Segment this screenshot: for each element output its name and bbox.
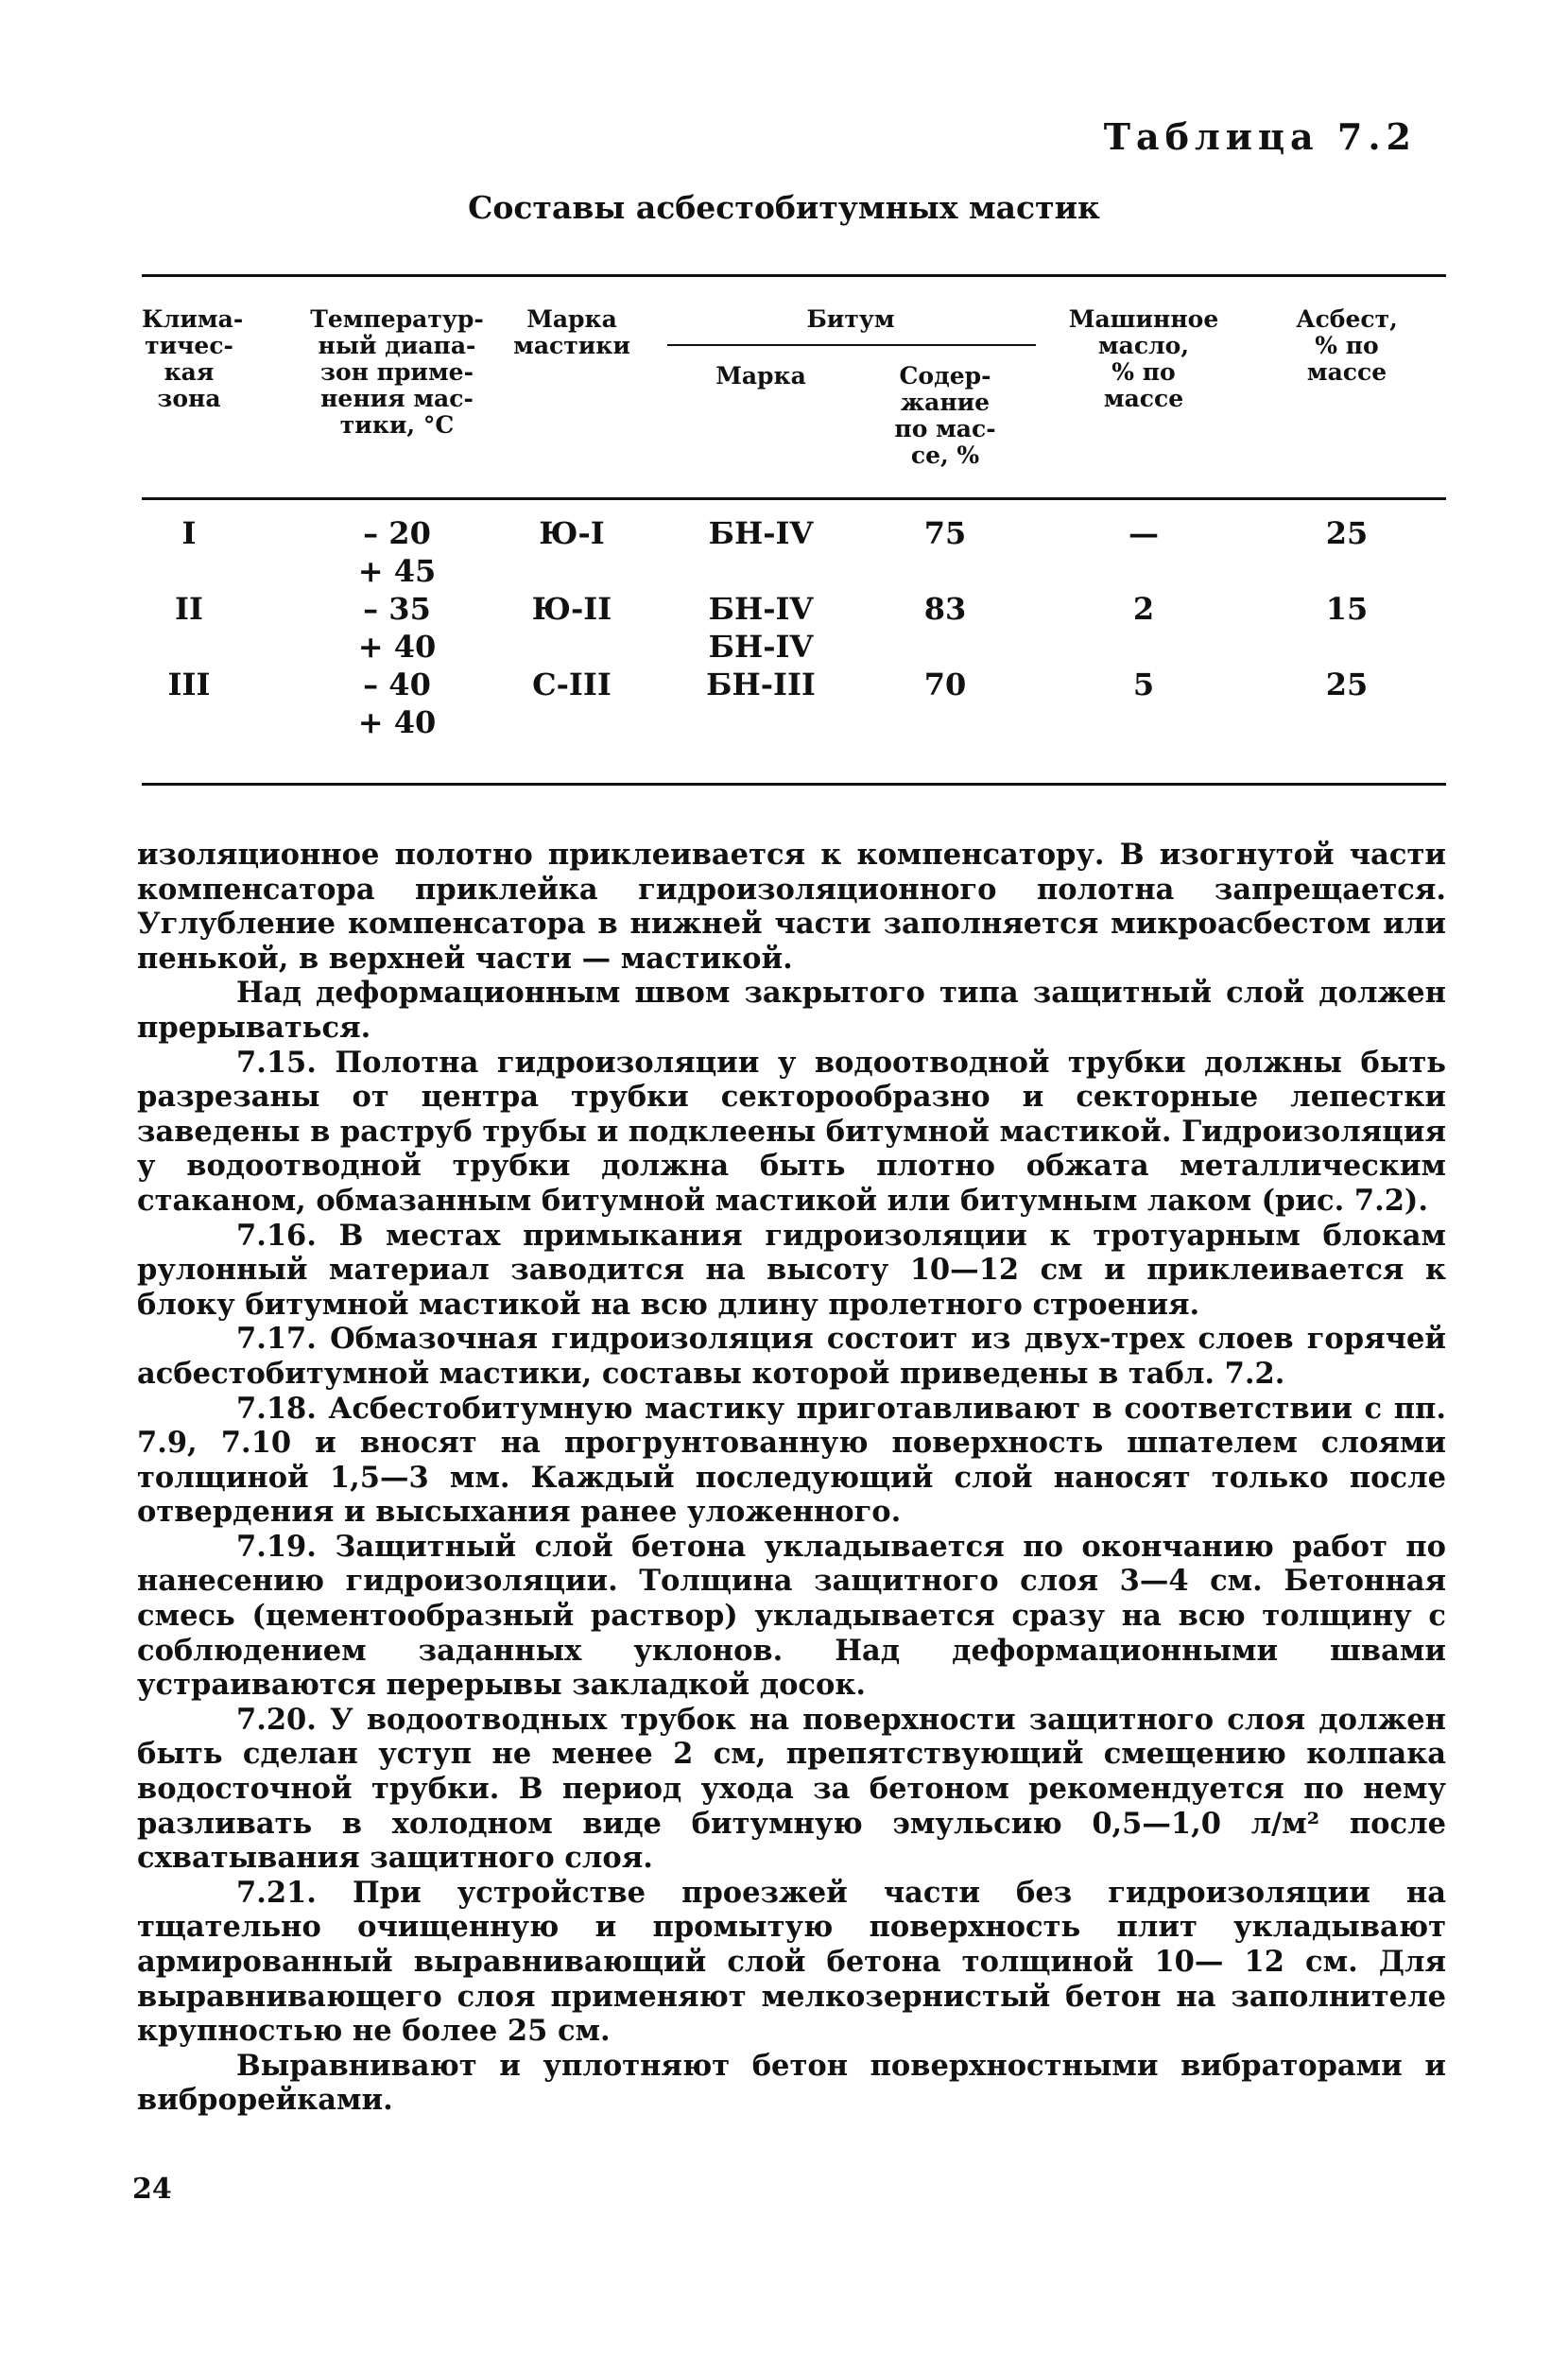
- paragraph: Над деформационным швом закрытого типа защитный слой должен прерываться.: [137, 976, 1446, 1045]
- header-mastic-grade: Марка мастики: [513, 305, 630, 359]
- header-climatic-zone: Клима- тичес- кая зона: [142, 305, 244, 412]
- paragraph: Выравнивают и уплотняют бетон поверхностными вибраторами и виброрейками.: [137, 2048, 1446, 2118]
- table-title: Составы асбестобитумных мастик: [468, 189, 1100, 226]
- paragraph-7-17: 7.17. Обмазочная гидроизоляция состоит из двух-трех слоев горячей асбестобитумной мастики, составы которой приведены в табл. 7.2.: [137, 1322, 1446, 1391]
- cell-oil: 5: [1132, 667, 1155, 702]
- cell-zone: I: [181, 515, 197, 551]
- paragraph-7-21: 7.21. При устройстве проезжей части без гидроизоляции на тщательно очищенную и промытую поверхность плит укладывают армированный выравнивающий слой бетона толщиной 10— 12 см. Для выравнивающего слоя применяют мелкозернистый бетон на заполнителе крупностью не более 25 см.: [137, 1875, 1446, 2049]
- cell-zone: III: [167, 667, 211, 702]
- cell-mastic: С-III: [532, 667, 612, 702]
- cell-asbestos: 15: [1325, 591, 1369, 627]
- bitumen-sub-rule: [667, 344, 1036, 346]
- paragraph-7-20: 7.20. У водоотводных трубок на поверхности защитного слоя должен быть сделан уступ не менее 2 см, препятствующий смещению колпака водосточной трубки. В период ухода за бетоном рекомендуется по нему разливать в холодном виде битумную эмульсию 0,5—1,0 л/м² после схватывания защитного слоя.: [137, 1702, 1446, 1876]
- cell-temp: – 35 + 40: [357, 591, 437, 665]
- cell-oil: —: [1129, 515, 1159, 551]
- header-asbestos: Асбест, % по массе: [1296, 305, 1398, 386]
- cell-bitumen-grade: БН-IV БН-IV: [708, 591, 814, 665]
- header-bottom-rule: [142, 497, 1446, 500]
- cell-temp: – 40 + 40: [357, 667, 437, 740]
- cell-oil: 2: [1132, 591, 1155, 627]
- header-bitumen-content: Содер- жание по мас- се, %: [894, 362, 996, 469]
- header-temperature-range: Температур- ный диапа- зон приме- нения мас- тики, °С: [310, 305, 484, 439]
- cell-bitumen-content: 70: [923, 667, 967, 702]
- paragraph: изоляционное полотно приклеивается к компенсатору. В изогнутой части компенсатора приклейка гидроизоляционного полотна запрещается. Углубление компенсатора в нижней части заполняется микроасбестом или пенькой, в верхней части — мастикой.: [137, 838, 1446, 976]
- paragraph-7-19: 7.19. Защитный слой бетона укладывается по окончанию работ по нанесению гидроизоляции. Толщина защитного слоя 3—4 см. Бетонная смесь (цементообразный раствор) укладывается сразу на всю толщину с соблюдением заданных уклонов. Над деформационными швами устраиваются перерывы закладкой досок.: [137, 1529, 1446, 1703]
- paragraph-7-15: 7.15. Полотна гидроизоляции у водоотводной трубки должны быть разрезаны от центра трубки секторообразно и секторные лепестки заведены в раструб трубы и подклеены битумной мастикой. Гидроизоляция у водоотводной трубки должна быть плотно обжата металлическим стаканом, обмазанным битумной мастикой или битумным лаком (рис. 7.2).: [137, 1045, 1446, 1218]
- table-bottom-rule: [142, 783, 1446, 786]
- cell-bitumen-grade: БН-III: [706, 667, 816, 702]
- cell-asbestos: 25: [1325, 515, 1369, 551]
- cell-temp: – 20 + 45: [357, 515, 437, 589]
- cell-bitumen-content: 83: [923, 591, 967, 627]
- cell-mastic: Ю-II: [531, 591, 612, 627]
- header-bitumen-grade: Марка: [715, 362, 806, 390]
- cell-bitumen-grade: БН-IV: [708, 515, 814, 551]
- paragraph-7-18: 7.18. Асбестобитумную мастику приготавливают в соответствии с пп. 7.9, 7.10 и вносят на прогрунтованную поверхность шпателем слоями толщиной 1,5—3 мм. Каждый последующий слой наносят только после отвердения и высыхания ранее уложенного.: [137, 1391, 1446, 1530]
- header-machine-oil: Машинное масло, % по массе: [1068, 305, 1219, 412]
- cell-bitumen-content: 75: [923, 515, 967, 551]
- table-label: Таблица 7.2: [1103, 115, 1417, 158]
- cell-mastic: Ю-I: [539, 515, 605, 551]
- table-top-rule: [142, 274, 1446, 277]
- cell-zone: II: [175, 591, 203, 627]
- header-bitumen: Битум: [806, 305, 895, 333]
- page-number: 24: [132, 2173, 172, 2206]
- paragraph-7-16: 7.16. В местах примыкания гидроизоляции к тротуарным блокам рулонный материал заводится на высоту 10—12 см и приклеивается к блоку битумной мастикой на всю длину пролетного строения.: [137, 1218, 1446, 1322]
- body-text: [137, 838, 1446, 2118]
- cell-asbestos: 25: [1325, 667, 1369, 702]
